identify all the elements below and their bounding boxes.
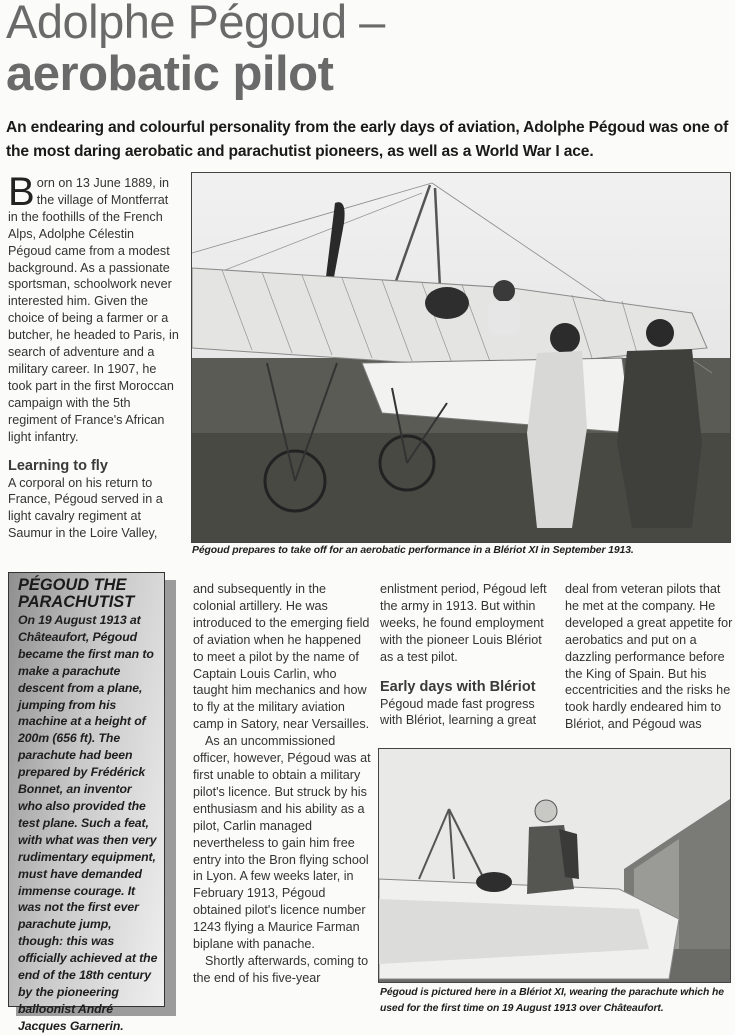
bottom-photo-caption: Pégoud is pictured here in a Blériot XI, wearing the parachute which he used for the first time on 19 August 1913 over Châteaufort. — [380, 987, 724, 1014]
drop-cap: B — [8, 170, 35, 214]
paragraph: As an uncommissioned officer, however, Pégoud was at first unable to obtain a military pilot's licence. But struck by his enthusiasm and his ability as a pilot, Carlin managed nevertheless to gain him free entry into the Bron flying school in Lyon. A few weeks later, in February 1913, Pégoud obtained pilot's licence number 1243 flying a Maurice Farman biplane with panache. — [193, 734, 371, 952]
paragraph: A corporal on his return to France, Pégoud served in a light cavalry regiment at Saumur in the Loire Valley, — [8, 475, 163, 541]
photo-bleriot-takeoff — [191, 172, 731, 543]
headline-line2: aerobatic pilot — [6, 47, 334, 101]
paragraph: deal from veteran pilots that he met at the company. He developed a great appetite for aerobatics and put on a dazzling performance before the King of Spain. But his eccentricities and the risks he took hardly endeared him to Blériot, and Pégoud was — [565, 582, 733, 732]
top-photo-caption: Pégoud prepares to take off for an aerobatic performance in a Blériot XI in September 1913. — [192, 545, 634, 556]
article-column-2 — [193, 581, 371, 987]
paragraph: enlistment period, Pégoud left the army in 1913. But within weeks, he found employment with the pioneer Louis Blériot as a test pilot. — [380, 582, 547, 664]
article-column-3 — [380, 581, 555, 729]
intro-text: orn on 13 June 1889, in the village of Montferrat in the foothills of the French Alps, Adolphe Célestin Pégoud came from a modest background. As a passionate sportsman, schoolwork never interested him. Given the choice of being a farmer or a butcher, he headed to Paris, in search of adventure and a military career. In 1907, he took part in the first Moroccan campaign with the 5th regiment of France's African light infantry. — [8, 176, 179, 444]
sidebar-body: On 19 August 1913 at Châteaufort, Pégoud became the first man to make a parachute descent from a plane, jumping from his machine at a height of 200m (656 ft). The parachute had been prepared by Frédérick Bonnet, an inventor who also provided the test plane. Such a feat, with what was then very rudimentary equipment, must have demanded immense courage. It was not the first ever parachute jump, though: this was officially achieved at the end of the 18th century by the pioneering balloonist André Jacques Garnerin. — [18, 613, 158, 1033]
pilot-photo-illustration — [379, 749, 730, 982]
paragraph: Pégoud made fast progress with Blériot, learning a great — [380, 696, 537, 728]
article-column-1 — [8, 170, 180, 542]
paragraph: Shortly afterwards, coming to the end of his five-year — [193, 953, 369, 985]
intro-paragraph — [8, 170, 180, 446]
photo-parachute-pilot — [378, 748, 731, 983]
sidebar-parachutist — [8, 572, 165, 1033]
paragraph: and subsequently in the colonial artillery. He was introduced to the emerging field of aviation when he happened to meet a pilot by the name of Captain Louis Carlin, who taught him mechanics and how to fly at the military aviation camp in Satory, near Versailles. — [193, 582, 370, 732]
subheading-early-days: Early days with Blériot — [380, 678, 536, 695]
plane-photo-illustration — [192, 173, 730, 542]
standfirst: An endearing and colourful personality from the early days of aviation, Adolphe Pégoud was one of the most daring aerobatic and parachutist pioneers, as well as a World War I ace. — [6, 119, 729, 160]
subheading-learning-to-fly: Learning to fly — [8, 457, 108, 474]
article-column-4 — [565, 581, 733, 733]
headline-line1: Adolphe Pégoud – — [6, 0, 385, 48]
sidebar-title: PÉGOUD THE PARACHUTIST — [18, 576, 135, 611]
